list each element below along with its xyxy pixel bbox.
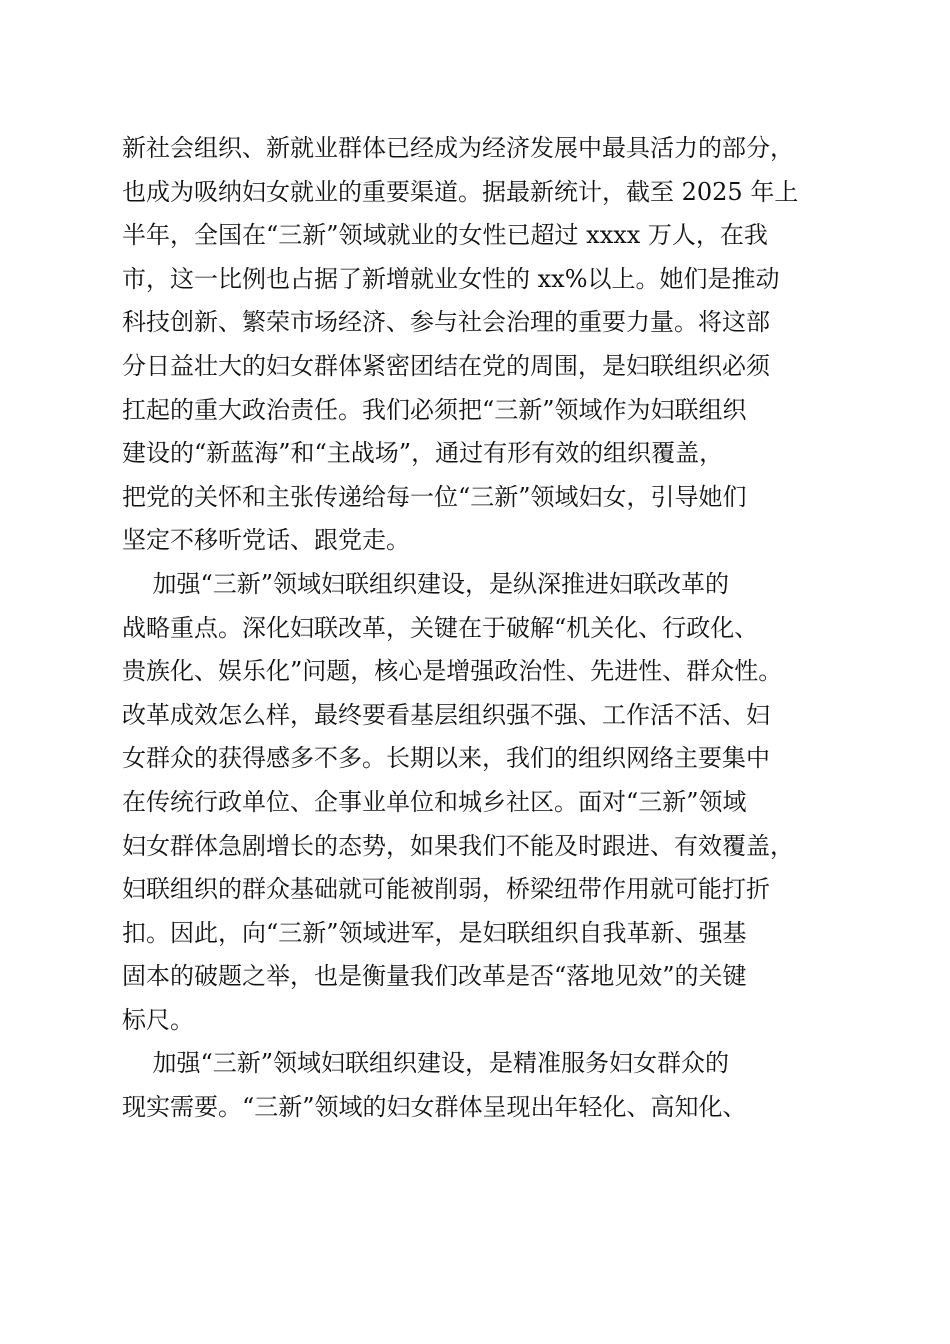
text-line: 女群众的获得感多不多。长期以来，我们的组织网络主要集中 [122,744,770,773]
paragraph-3 [122,1042,840,1129]
text-line: 把党的关怀和主张传递给每一位“三新”领域妇女，引导她们 [122,482,747,511]
text-line: 科技创新、繁荣市场经济、参与社会治理的重要力量。将这部 [122,308,770,337]
text-line: 妇联组织的群众基础就可能被削弱，桥梁纽带作用就可能打折 [122,875,770,904]
text-line: 市，这一比例也占据了新增就业女性的 xx%以上。她们是推动 [122,264,780,293]
text-line: 新社会组织、新就业群体已经成为经济发展中最具活力的部分， [122,134,794,162]
text-line: 标尺。 [122,1005,194,1034]
text-line: 妇女群体急剧增长的态势，如果我们不能及时跟进、有效覆盖， [122,831,794,860]
text-line: 建设的“新蓝海”和“主战场”，通过有形有效的组织覆盖， [122,439,724,468]
text-line: 加强“三新”领域妇联组织建设，是纵深推进妇联改革的 [122,569,730,598]
text-line: 在传统行政单位、企事业单位和城乡社区。面对“三新”领域 [122,787,747,816]
paragraph-1 [122,127,840,563]
text-line: 扣。因此，向“三新”领域进军，是妇联组织自我革新、强基 [122,918,747,947]
text-line: 战略重点。深化妇联改革，关键在于破解“机关化、行政化、 [122,613,759,642]
paragraph-2 [122,563,840,1043]
text-line: 坚定不移听党话、跟党走。 [122,526,410,555]
text-line: 加强“三新”领域妇联组织建设，是精准服务妇女群众的 [122,1049,730,1078]
text-line: 也成为吸纳妇女就业的重要渠道。据最新统计，截至 2025 年上 [122,177,799,206]
text-line: 贵族化、娱乐化”问题，核心是增强政治性、先进性、群众性。 [122,657,783,686]
text-line: 固本的破题之举，也是衡量我们改革是否“落地见效”的关键 [122,962,747,991]
document-body [122,127,840,1130]
text-line: 分日益壮大的妇女群体紧密团结在党的周围，是妇联组织必须 [122,351,770,380]
text-line: 现实需要。“三新”领域的妇女群体呈现出年轻化、高知化、 [122,1093,747,1122]
text-line: 扛起的重大政治责任。我们必须把“三新”领域作为妇联组织 [122,395,747,424]
text-line: 改革成效怎么样，最终要看基层组织强不强、工作活不活、妇 [122,700,770,729]
text-line: 半年，全国在“三新”领域就业的女性已超过 xxxx 万人，在我 [122,221,768,250]
